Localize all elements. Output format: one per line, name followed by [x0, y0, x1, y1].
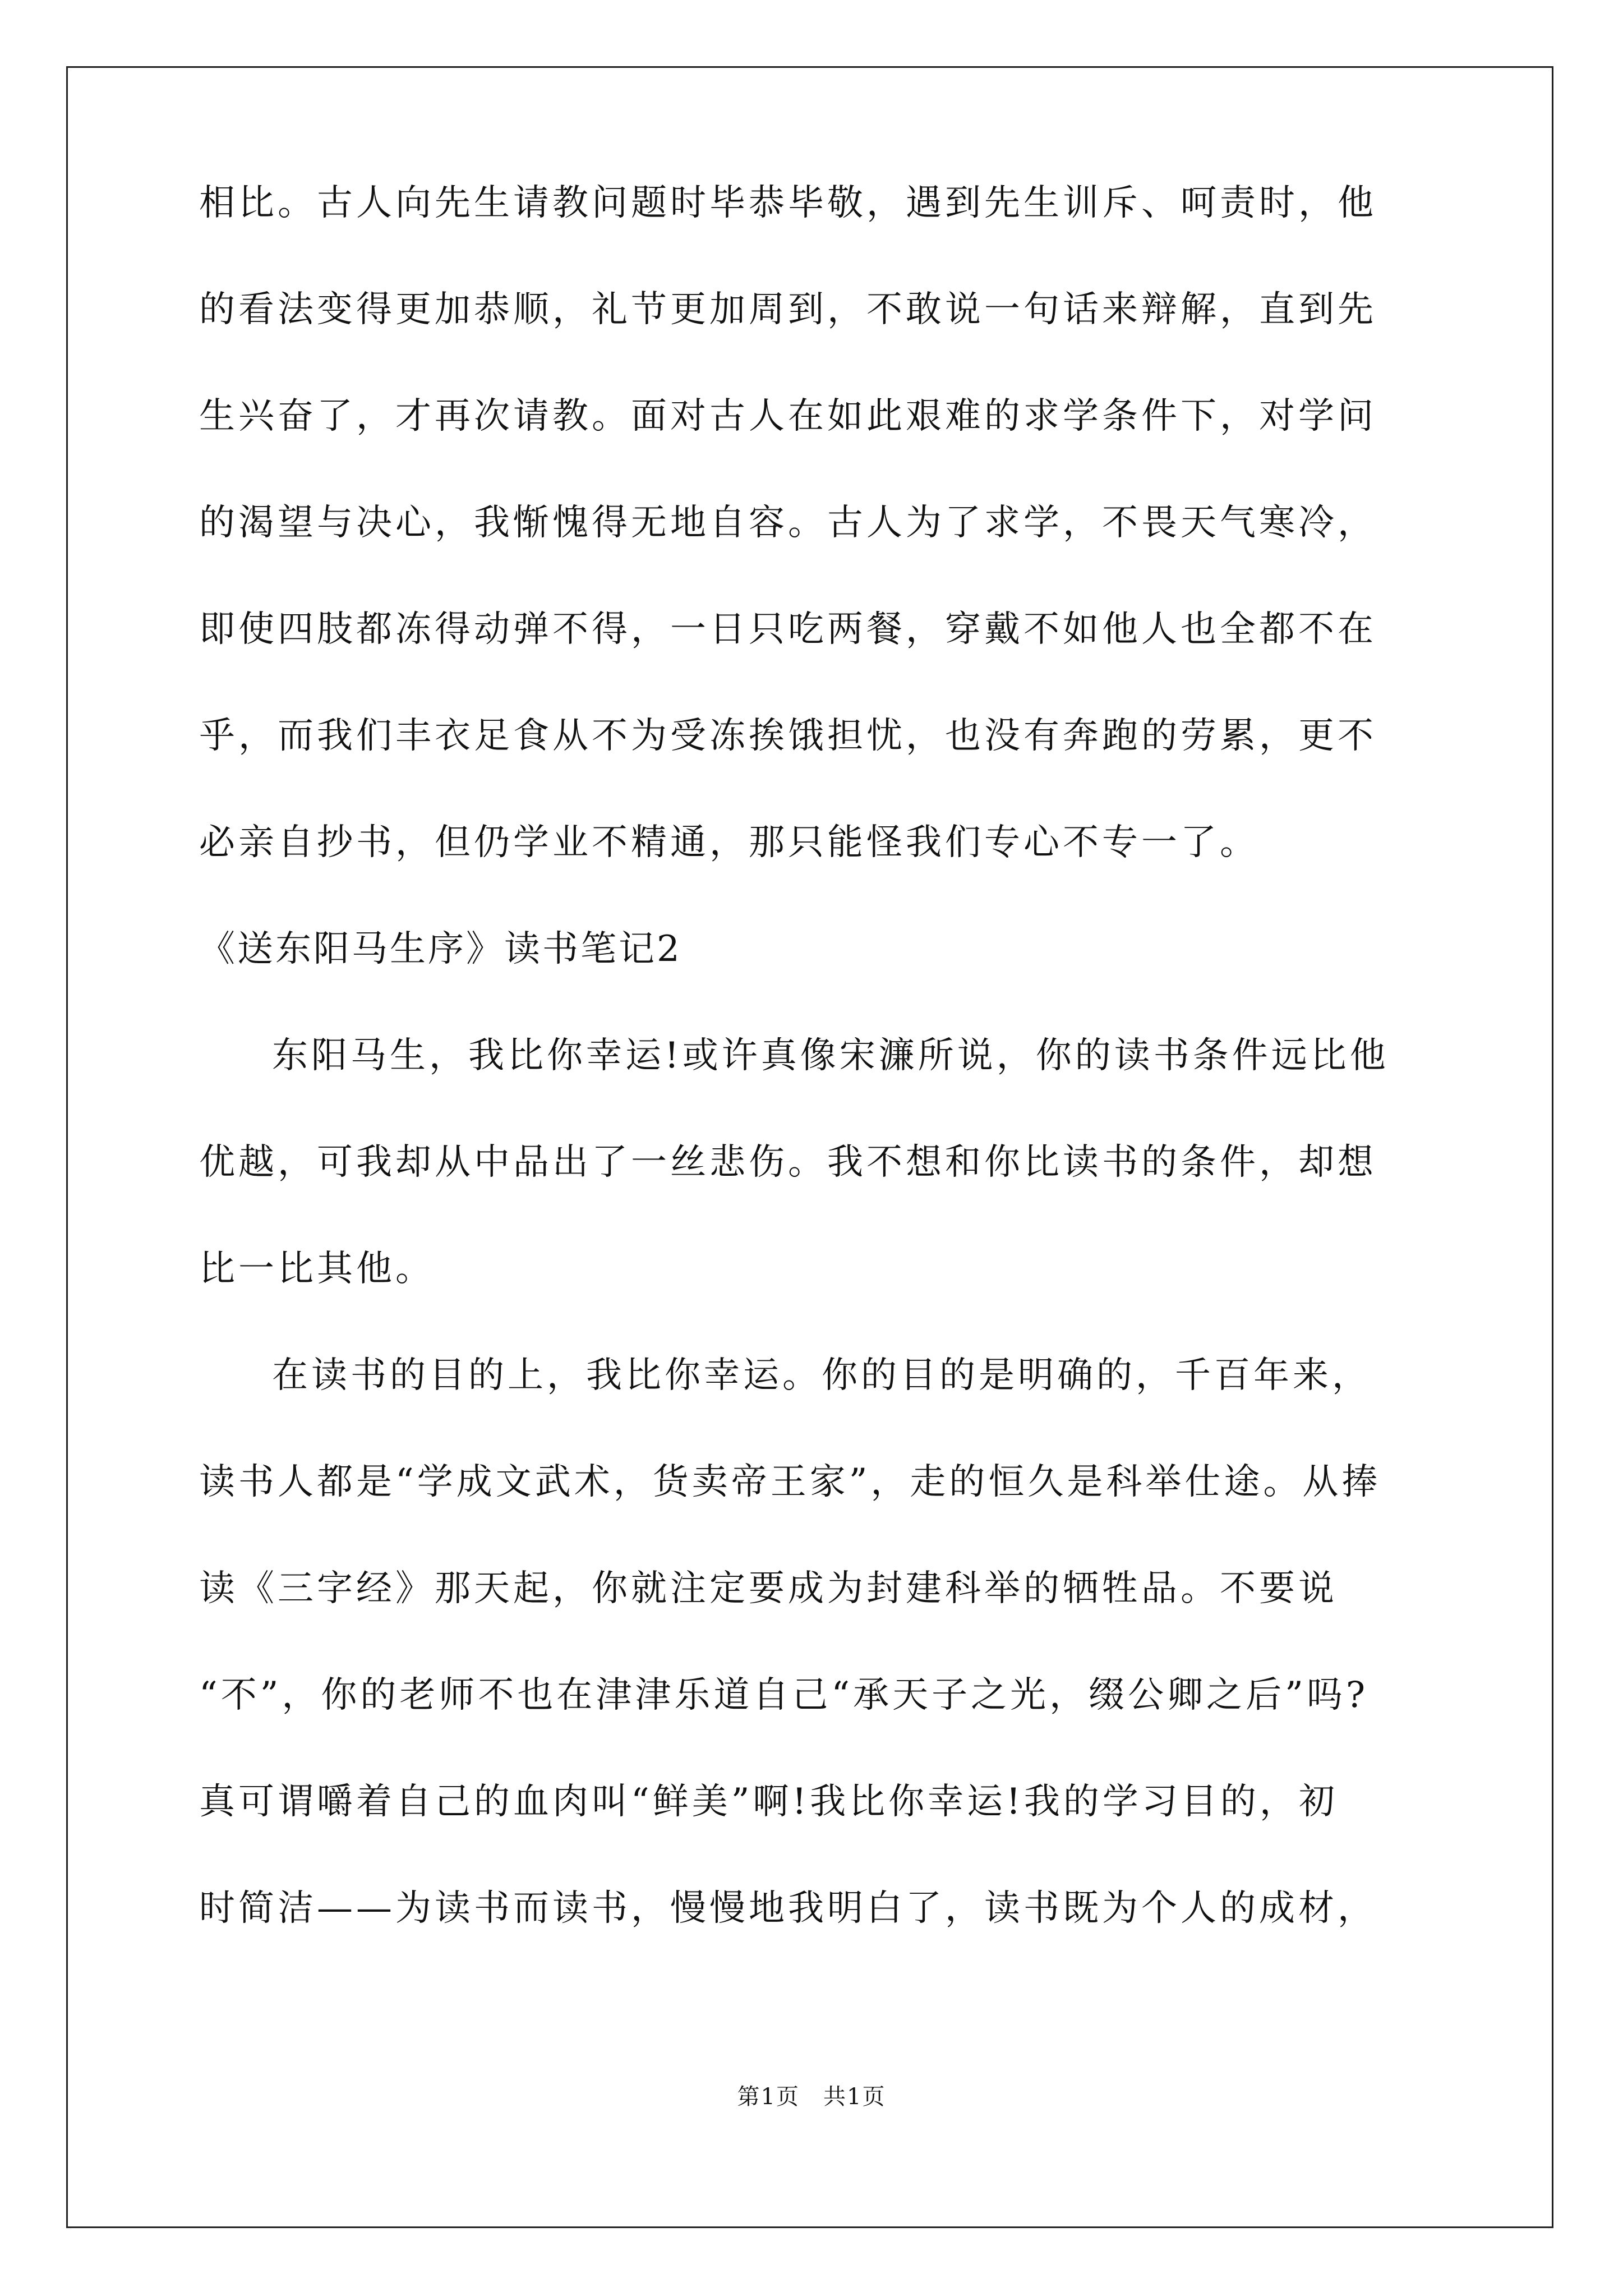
- text-line: 即使四肢都冻得动弹不得，一日只吃两餐，穿戴不如他人也全都不在: [199, 609, 1377, 650]
- text-line: “不”，你的老师不也在津津乐道自己“承天子之光，缀公卿之后”吗?: [199, 1674, 1369, 1716]
- text-line: 比一比其他。: [199, 1248, 435, 1290]
- section-heading: 《送东阳马生序》读书笔记2: [199, 928, 682, 970]
- text-line: 的渴望与决心，我惭愧得无地自容。古人为了求学，不畏天气寒冷，: [199, 502, 1377, 544]
- text-line: 生兴奋了，才再次请教。面对古人在如此艰难的求学条件下，对学问: [199, 395, 1377, 437]
- text-line: 的看法变得更加恭顺，礼节更加周到，不敢说一句话来辩解，直到先: [199, 289, 1377, 330]
- text-line: 真可谓嚼着自己的血肉叫“鲜美”啊!我比你幸运!我的学习目的，初: [199, 1781, 1338, 1823]
- text-line: 乎，而我们丰衣足食从不为受冻挨饿担忧，也没有奔跑的劳累，更不: [199, 715, 1377, 757]
- page-number: 第1页 共1页: [737, 2084, 886, 2110]
- text-line: 时简洁——为读书而读书，慢慢地我明白了，读书既为个人的成材，: [199, 1888, 1377, 1929]
- text-line: 读《三字经》那天起，你就注定要成为封建科举的牺牲品。不要说: [199, 1568, 1338, 1609]
- text-line: 读书人都是“学成文武术，货卖帝王家”，走的恒久是科举仕途。从捧: [199, 1461, 1381, 1503]
- text-line: 优越，可我却从中品出了一丝悲伤。我不想和你比读书的条件，却想: [199, 1142, 1377, 1183]
- text-line: 在读书的目的上，我比你幸运。你的目的是明确的，千百年来，: [272, 1355, 1371, 1396]
- text-line: 相比。古人向先生请教问题时毕恭毕敬，遇到先生训斥、呵责时，他: [199, 182, 1377, 224]
- text-line: 东阳马生，我比你幸运!或许真像宋濂所说，你的读书条件远比他: [272, 1035, 1389, 1076]
- text-line: 必亲自抄书，但仍学业不精通，那只能怪我们专心不专一了。: [199, 822, 1259, 863]
- document-body: [199, 182, 1427, 1997]
